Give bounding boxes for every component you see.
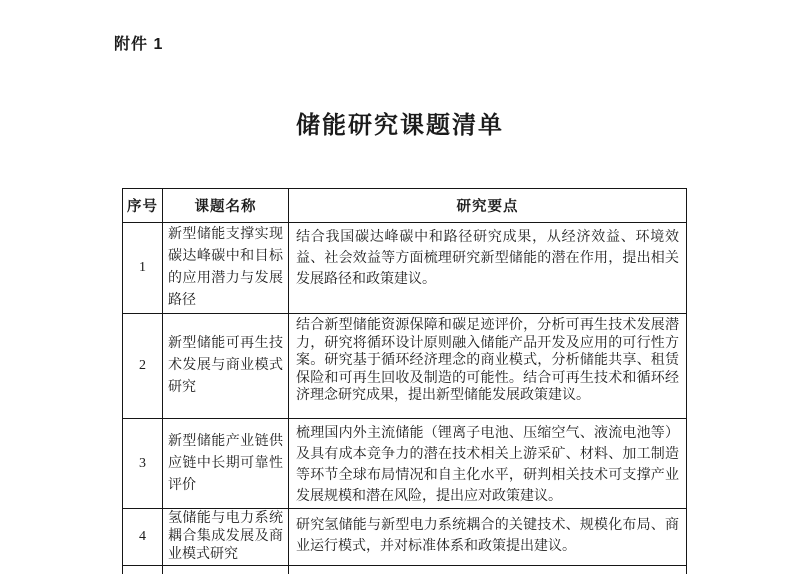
attachment-label: 附件 1 — [114, 36, 164, 53]
topic-name-cell: 新型储能可再生技术发展与商业模式研究 — [163, 314, 289, 419]
table-row — [123, 223, 687, 314]
header-no: 序号 — [123, 189, 163, 223]
row-number-cell: 2 — [123, 314, 163, 419]
row-number-cell: 4 — [123, 509, 163, 566]
topic-name-cell: 新型储能支撑实现碳达峰碳中和目标的应用潜力与发展路径 — [163, 223, 289, 314]
topic-name-cell: 氢储能与电力系统耦合集成发展及商业模式研究 — [163, 509, 289, 566]
table-row — [123, 509, 687, 566]
topic-name-cell: 新型储能产业链供应链中长期可靠性评价 — [163, 419, 289, 509]
topics-table — [122, 188, 687, 574]
topic-name-cell — [163, 566, 289, 574]
table-header-row — [123, 189, 687, 223]
research-points-cell: 梳理国内外主流储能（锂离子电池、压缩空气、液流电池等）及具有成本竞争力的潜在技术相关上游采矿、材料、加工制造等环节全球布局情况和自主化水平，研判相关技术可支撑产业发展规模和潜在风险，提出应对政策建议。 — [289, 419, 687, 509]
partial-table-row — [123, 566, 687, 574]
page-title: 储能研究课题清单 — [296, 112, 504, 139]
table-row — [123, 314, 687, 419]
research-points-cell — [289, 566, 687, 574]
research-points-cell: 结合我国碳达峰碳中和路径研究成果，从经济效益、环境效益、社会效益等方面梳理研究新型储能的潜在作用，提出相关发展路径和政策建议。 — [289, 223, 687, 314]
row-number-cell — [123, 566, 163, 574]
research-points-cell: 结合新型储能资源保障和碳足迹评价，分析可再生技术发展潜力，研究将循环设计原则融入储能产品开发及应用的可行性方案。研究基于循环经济理念的商业模式，分析储能共享、租赁保险和可再生回收及制造的可能性。结合可再生技术和循环经济理念研究成果，提出新型储能发展政策建议。 — [289, 314, 687, 419]
row-number-cell: 3 — [123, 419, 163, 509]
header-research-points: 研究要点 — [289, 189, 687, 223]
header-topic-name: 课题名称 — [163, 189, 289, 223]
table-row — [123, 419, 687, 509]
row-number-cell: 1 — [123, 223, 163, 314]
table-body — [123, 223, 687, 566]
table-partial-row-container — [123, 566, 687, 574]
research-points-cell: 研究氢储能与新型电力系统耦合的关键技术、规模化布局、商业运行模式，并对标准体系和政策提出建议。 — [289, 509, 687, 566]
